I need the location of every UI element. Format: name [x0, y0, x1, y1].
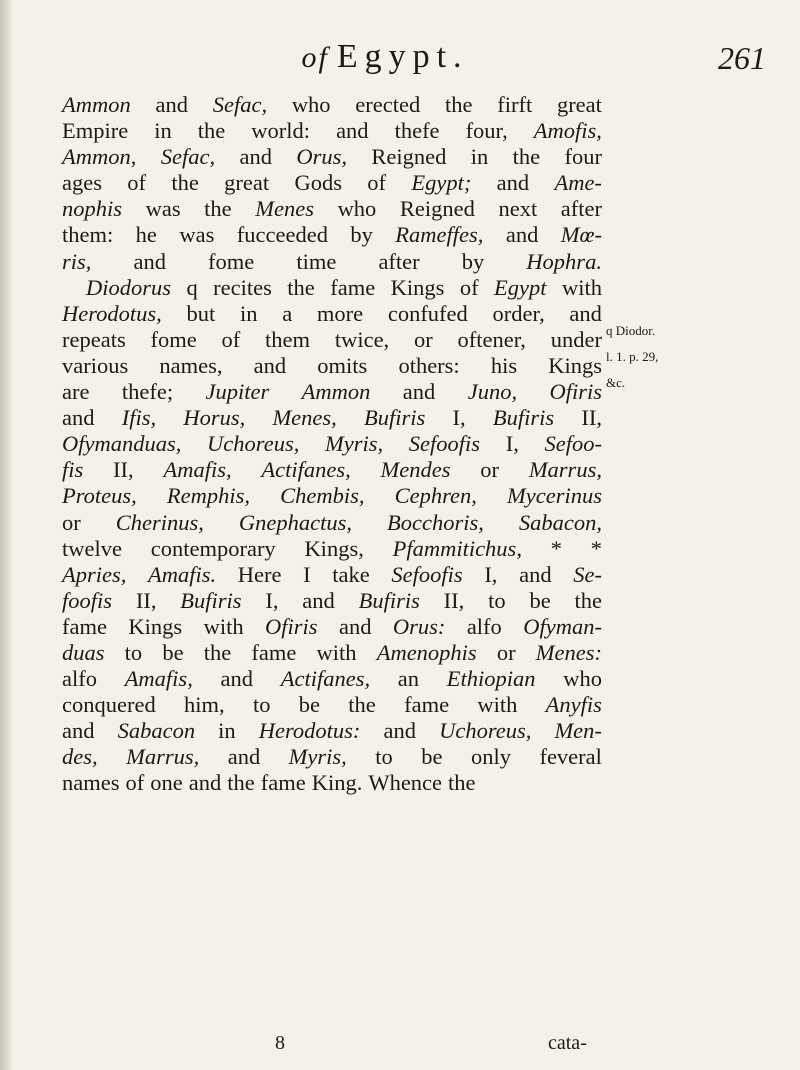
word: Ifis, — [121, 405, 157, 431]
word: and — [62, 718, 95, 744]
word: of — [221, 326, 241, 352]
word: Chembis, — [280, 483, 365, 509]
word: and — [336, 118, 369, 144]
word: four, — [465, 118, 508, 144]
word: Amenophis — [376, 639, 477, 665]
word: order, — [492, 300, 545, 326]
word: and — [227, 744, 261, 770]
word: the — [197, 118, 226, 144]
word: * — [550, 535, 562, 561]
word: Rameffes, — [395, 222, 484, 248]
word: I, — [505, 431, 519, 457]
word: next — [498, 196, 538, 222]
word: nophis — [62, 196, 123, 222]
word: confufed — [387, 300, 468, 326]
word: Sefac, — [212, 92, 268, 117]
word: Ofiris — [549, 379, 602, 405]
word: time — [296, 248, 337, 274]
word: Ethiopian — [446, 666, 536, 692]
word: Amofis, — [533, 118, 602, 144]
word: fame — [251, 639, 297, 665]
text-line — [62, 614, 602, 640]
word: and — [302, 587, 335, 613]
word: he — [135, 222, 157, 248]
word: Herodotus, — [62, 300, 162, 326]
word: Reigned — [399, 196, 475, 222]
word: take — [332, 561, 370, 587]
word: the — [444, 92, 473, 117]
word: Apries, — [62, 561, 127, 587]
running-header — [0, 38, 800, 88]
word: II, — [135, 587, 157, 613]
word: Mendes — [380, 457, 451, 483]
word: and — [569, 300, 602, 326]
word: I — [303, 561, 311, 587]
word: an — [397, 666, 420, 692]
signature-mark: 8 — [275, 1032, 285, 1054]
margin-note-line: l. 1. p. 29, — [606, 349, 659, 364]
word: Amafis, — [163, 457, 232, 483]
word: Ofyman- — [523, 613, 602, 639]
text-line — [62, 275, 602, 301]
page-number: 261 — [718, 40, 766, 76]
word: Gods — [294, 170, 342, 196]
word: Remphis, — [166, 483, 251, 509]
word: repeats — [62, 326, 126, 352]
word: the — [512, 144, 541, 170]
word: four — [564, 144, 602, 170]
word: Marrus, — [126, 744, 200, 770]
word: and — [496, 170, 530, 196]
word: in — [470, 144, 489, 170]
word: Kings — [548, 352, 602, 378]
word: of — [125, 770, 145, 796]
word: and — [402, 379, 436, 405]
word: and — [62, 405, 95, 431]
word: fome — [208, 248, 255, 274]
word: Men- — [554, 718, 602, 744]
text-line — [62, 718, 602, 744]
word: I, — [484, 561, 498, 587]
word: Amafis. — [148, 561, 217, 587]
word: omits — [317, 352, 368, 378]
word: with — [316, 639, 357, 665]
word: and — [188, 770, 222, 796]
word: of — [127, 170, 147, 196]
word: fame — [260, 770, 306, 796]
text-line — [62, 692, 602, 718]
word: with — [561, 274, 602, 300]
text-line — [62, 144, 602, 170]
word: various — [62, 352, 129, 378]
word: who — [337, 196, 377, 222]
word: Bufiris — [492, 405, 555, 431]
word: the — [203, 639, 232, 665]
word: a — [282, 300, 293, 326]
word: them — [265, 326, 311, 352]
word: Mycerinus — [507, 483, 602, 509]
word: Horus, — [183, 405, 246, 431]
word: and — [155, 92, 188, 117]
word: by — [350, 222, 373, 248]
word: and — [133, 248, 166, 274]
word: Menes, — [272, 405, 337, 431]
text-line — [62, 640, 602, 666]
word: Se- — [573, 561, 602, 587]
text-line — [62, 118, 602, 144]
text-line — [62, 327, 602, 353]
text-line — [62, 562, 602, 588]
word: oftener, — [457, 326, 526, 352]
word: names, — [159, 352, 223, 378]
text-line — [62, 483, 602, 509]
word: contemporary — [150, 535, 276, 561]
word: one — [150, 770, 183, 796]
word: Ammon, — [62, 144, 137, 170]
word: Bocchoris, — [387, 509, 484, 535]
word: the — [171, 170, 199, 196]
text-line — [62, 431, 602, 457]
text-line — [62, 92, 602, 118]
word: Sabacon, — [518, 509, 602, 535]
word: fame — [62, 613, 107, 639]
word: Here — [237, 561, 282, 587]
word: Whence — [368, 770, 443, 796]
word: and — [383, 718, 416, 744]
word: Cephren, — [394, 483, 477, 509]
word: was — [179, 222, 215, 248]
word: who — [291, 92, 331, 117]
word: Uchoreus, — [439, 718, 532, 744]
word: Uchoreus, — [207, 431, 300, 457]
word: twice, — [334, 326, 390, 352]
word: erected — [355, 92, 421, 117]
text-line — [62, 536, 602, 562]
word: fis — [62, 457, 84, 483]
word: Bufiris — [180, 587, 242, 613]
word: him, — [184, 692, 225, 718]
word: after — [378, 248, 420, 274]
word: * — [590, 535, 602, 561]
text-line — [62, 170, 602, 196]
word: the — [287, 274, 315, 300]
word: alfo — [466, 613, 502, 639]
running-title — [250, 38, 520, 76]
word: and — [239, 144, 272, 170]
word: Empire — [62, 118, 129, 144]
word: Mœ- — [560, 222, 602, 248]
page-footer — [0, 1032, 800, 1062]
word: Bufiris — [358, 587, 420, 613]
word: them: — [62, 222, 114, 248]
word: Ame- — [554, 170, 602, 196]
word: Sefoofis — [408, 431, 481, 457]
word: Ammon — [301, 379, 371, 405]
margin-note — [606, 318, 686, 396]
word: or — [413, 326, 433, 352]
word: others: — [398, 352, 460, 378]
margin-note-line: q Diodor. — [606, 323, 656, 338]
word: fame — [404, 692, 450, 718]
word: firft — [497, 92, 533, 117]
word: Kings, — [304, 535, 364, 561]
word: des, — [62, 744, 98, 770]
word: Kings — [128, 613, 183, 639]
margin-note-line: &c. — [606, 375, 626, 390]
page-edge-shadow — [0, 0, 14, 1070]
word: and — [519, 561, 552, 587]
word: Orus, — [296, 144, 347, 170]
word: the — [348, 692, 376, 718]
text-line — [62, 222, 602, 248]
word: Pfammitichus, — [392, 535, 522, 561]
word: feveral — [539, 744, 602, 770]
text-line — [62, 666, 602, 692]
word: Cherinus, — [115, 509, 204, 535]
word: Egypt — [494, 274, 547, 300]
word: duas — [62, 639, 105, 665]
word: Menes — [255, 196, 314, 222]
word: more — [316, 300, 364, 326]
word: Amafis, — [124, 666, 193, 692]
word: fucceeded — [236, 222, 328, 248]
word: or — [62, 509, 81, 535]
text-line — [62, 770, 602, 796]
word: the — [204, 196, 232, 222]
word: Egypt; — [411, 170, 472, 196]
word: II, — [581, 405, 602, 431]
word: Ammon — [62, 92, 131, 117]
word: I, — [452, 405, 466, 431]
word: in — [218, 718, 236, 744]
word: who — [563, 666, 602, 692]
word: Bufiris — [364, 405, 426, 431]
word: fome — [150, 326, 197, 352]
word: recites — [213, 274, 272, 300]
word: in — [154, 118, 172, 144]
word: II, — [443, 587, 465, 613]
word: alfo — [62, 666, 97, 692]
word: conquered — [62, 692, 156, 718]
word: in — [239, 300, 258, 326]
word: and — [338, 613, 372, 639]
word: with — [203, 613, 244, 639]
word: by — [461, 248, 485, 274]
word: with — [477, 692, 518, 718]
text-line — [62, 379, 602, 405]
running-title-prefix: of — [301, 41, 329, 74]
word: Proteus, — [62, 483, 137, 509]
word: Myris, — [325, 431, 384, 457]
word: Marrus, — [528, 457, 602, 483]
word: Sefoo- — [544, 431, 602, 457]
catchword: cata- — [548, 1032, 587, 1054]
word: his — [490, 352, 518, 378]
word: thefe; — [121, 379, 174, 405]
word: ris, — [62, 248, 92, 274]
word: to — [375, 744, 393, 770]
word: be — [298, 692, 320, 718]
word: great — [556, 92, 602, 117]
word: Hophra. — [526, 248, 602, 274]
word: Diodorus — [86, 274, 172, 300]
text-line — [62, 457, 602, 483]
word: the — [448, 770, 476, 796]
word: or — [480, 457, 500, 483]
word: or — [496, 639, 516, 665]
word: Myris, — [288, 744, 347, 770]
word: twelve — [62, 535, 122, 561]
word: q — [186, 274, 198, 300]
word: to — [488, 587, 506, 613]
text-line — [62, 196, 602, 222]
body-text — [62, 92, 602, 797]
running-title-main: Egypt. — [336, 38, 469, 75]
word: world: — [251, 118, 311, 144]
word: of — [459, 274, 479, 300]
word: thefe — [394, 118, 440, 144]
word: Actifanes, — [280, 666, 371, 692]
word: but — [186, 300, 216, 326]
word: Sabacon — [117, 718, 196, 744]
word: Orus: — [392, 613, 446, 639]
word: Actifanes, — [261, 457, 351, 483]
word: fame — [330, 274, 376, 300]
word: foofis — [62, 587, 113, 613]
word: Ofymanduas, — [62, 431, 182, 457]
word: was — [145, 196, 181, 222]
word: Juno, — [467, 379, 518, 405]
word: the — [574, 587, 602, 613]
word: Ofiris — [265, 613, 318, 639]
word: Anyfis — [545, 692, 602, 718]
word: King. — [311, 770, 363, 796]
word: the — [227, 770, 255, 796]
word: great — [224, 170, 270, 196]
text-line — [62, 249, 602, 275]
word: Gnephactus, — [238, 509, 352, 535]
word: and — [253, 352, 287, 378]
word: Sefoofis — [391, 561, 463, 587]
word: and — [220, 666, 254, 692]
word: and — [505, 222, 539, 248]
word: to — [124, 639, 143, 665]
word: of — [367, 170, 387, 196]
word: Herodotus: — [258, 718, 361, 744]
word: Reigned — [371, 144, 447, 170]
word: to — [252, 692, 271, 718]
word: ages — [62, 170, 102, 196]
text-line — [62, 405, 602, 431]
word: II, — [113, 457, 134, 483]
text-line — [62, 353, 602, 379]
word: Sefac, — [160, 144, 216, 170]
word: be — [421, 744, 443, 770]
text-line — [62, 744, 602, 770]
word: only — [470, 744, 511, 770]
word: Jupiter — [205, 379, 270, 405]
word: be — [529, 587, 551, 613]
text-line — [62, 301, 602, 327]
word: after — [560, 196, 602, 222]
word: be — [162, 639, 184, 665]
word: under — [550, 326, 602, 352]
word: names — [62, 770, 120, 796]
word: Kings — [390, 274, 445, 300]
word: Menes: — [535, 639, 602, 665]
word: I, — [265, 587, 279, 613]
word: are — [62, 379, 90, 405]
text-line — [62, 588, 602, 614]
text-line — [62, 510, 602, 536]
